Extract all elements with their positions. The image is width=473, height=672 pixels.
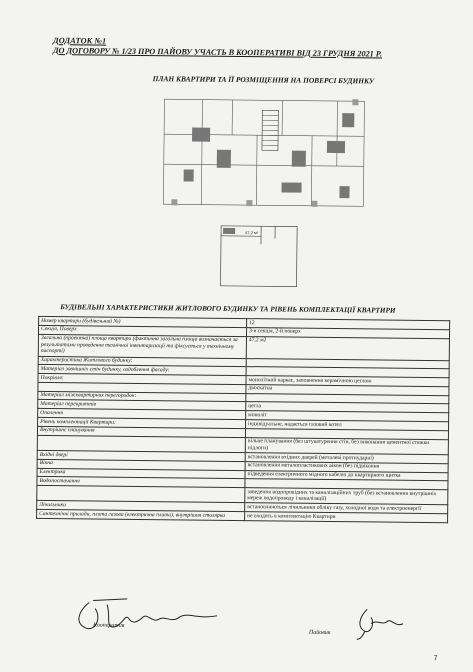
row-label: Матеріал міжквартирних перегородок: [38,391,246,402]
floor-plan-drawing [161,89,367,216]
unit-area-label: 47,2 м² [245,230,259,235]
row-label: Внутрішнє планування [37,426,245,437]
cooperative-label: Кооператив [93,623,124,629]
row-value: не входить в комплектацію Квартири [245,512,448,523]
row-value: моноліт [246,411,449,422]
apartment-plan-drawing [218,222,299,289]
row-value: 3-я секція, 2-й поверх [246,327,449,338]
row-value: підведення електричного мідного кабелю до квартирного щитка [245,470,448,481]
row-label: Водопостачання [37,477,245,488]
row-label: Загальна (проектна) площа квартири (фактична загальна площа визначається за результатами проведення технічної інвентаризації та фіксується у технічному паспорті) [38,334,246,358]
plan-title: ПЛАН КВАРТИРИ ТА ЇЇ РОЗМІЩЕННЯ НА ПОВЕРСІ БУДИНКУ [153,74,374,85]
page-number: 7 [434,655,438,662]
row-label: Матеріал зовнішніх стін будинку, оздоблення фасаду: [38,365,246,376]
row-label: Матеріал перекриттів [38,400,246,411]
member-signature [337,605,407,642]
row-value: двоскатна [246,384,449,395]
row-label: Опалення [38,409,246,420]
row-label: Рівень комплектації Квартири: [38,417,246,428]
row-value: 47,2 м2 [246,336,449,360]
row-label: Покрівля: [38,374,246,385]
row-label: Сантехнічні прилади, плита газова (електрична плита), внутрішня столярка [37,510,245,521]
row-label: Вхідні двері [37,450,245,461]
row-value: індивідуальне, надається газовий котел [246,420,449,431]
row-value: встановлюються лічильники обліку газу, холодної води та електроенергії [245,503,448,514]
contract-reference: ДО ДОГОВОРУ № 1/23 ПРО ПАЙОВУ УЧАСТЬ В КООПЕРАТИВІ ВІД 23 ГРУДНЯ 2021 Р. [53,46,382,58]
row-label: Електрика [37,468,245,479]
row-value: заведення водопровідних та каналізаційних труб (без встановлення внутрішніх мереж водопроводу і каналізації) [245,488,448,505]
characteristics-table [36,316,450,523]
row-value: встановлення металопластикових вікон (без підвіконня [245,461,448,472]
characteristics-title: БУДІВЕЛЬНІ ХАРАКТЕРИСТИКИ ЖИТЛОВОГО БУДИНКУ ТА РІВЕНЬ КОМПЛЕКТАЦІЇ КВАРТИРИ [60,303,395,315]
cooperative-signature [67,594,237,636]
member-label: Пайовик [309,630,331,636]
row-label: Лічильники [37,501,245,512]
row-value: вільне планування (без штукатурення стін, без виконання цементної стяжки підлоги) [245,437,448,454]
row-label: Характеристика Житлового будинку: [38,356,246,367]
row-value: встановлення вхідних дверей (металеві протиударні) [245,453,448,464]
row-label: Номер квартири (будівельний №) [39,316,247,327]
row-label: Секція, Поверх [38,325,246,336]
row-value: цегла [246,402,449,413]
row-label: Вікна [37,459,245,470]
appendix-title: ДОДАТОК №1 [53,36,106,46]
row-value: монолітний каркас, заповнення керамічною цеглою [246,376,449,387]
row-value: 12 [247,319,450,330]
